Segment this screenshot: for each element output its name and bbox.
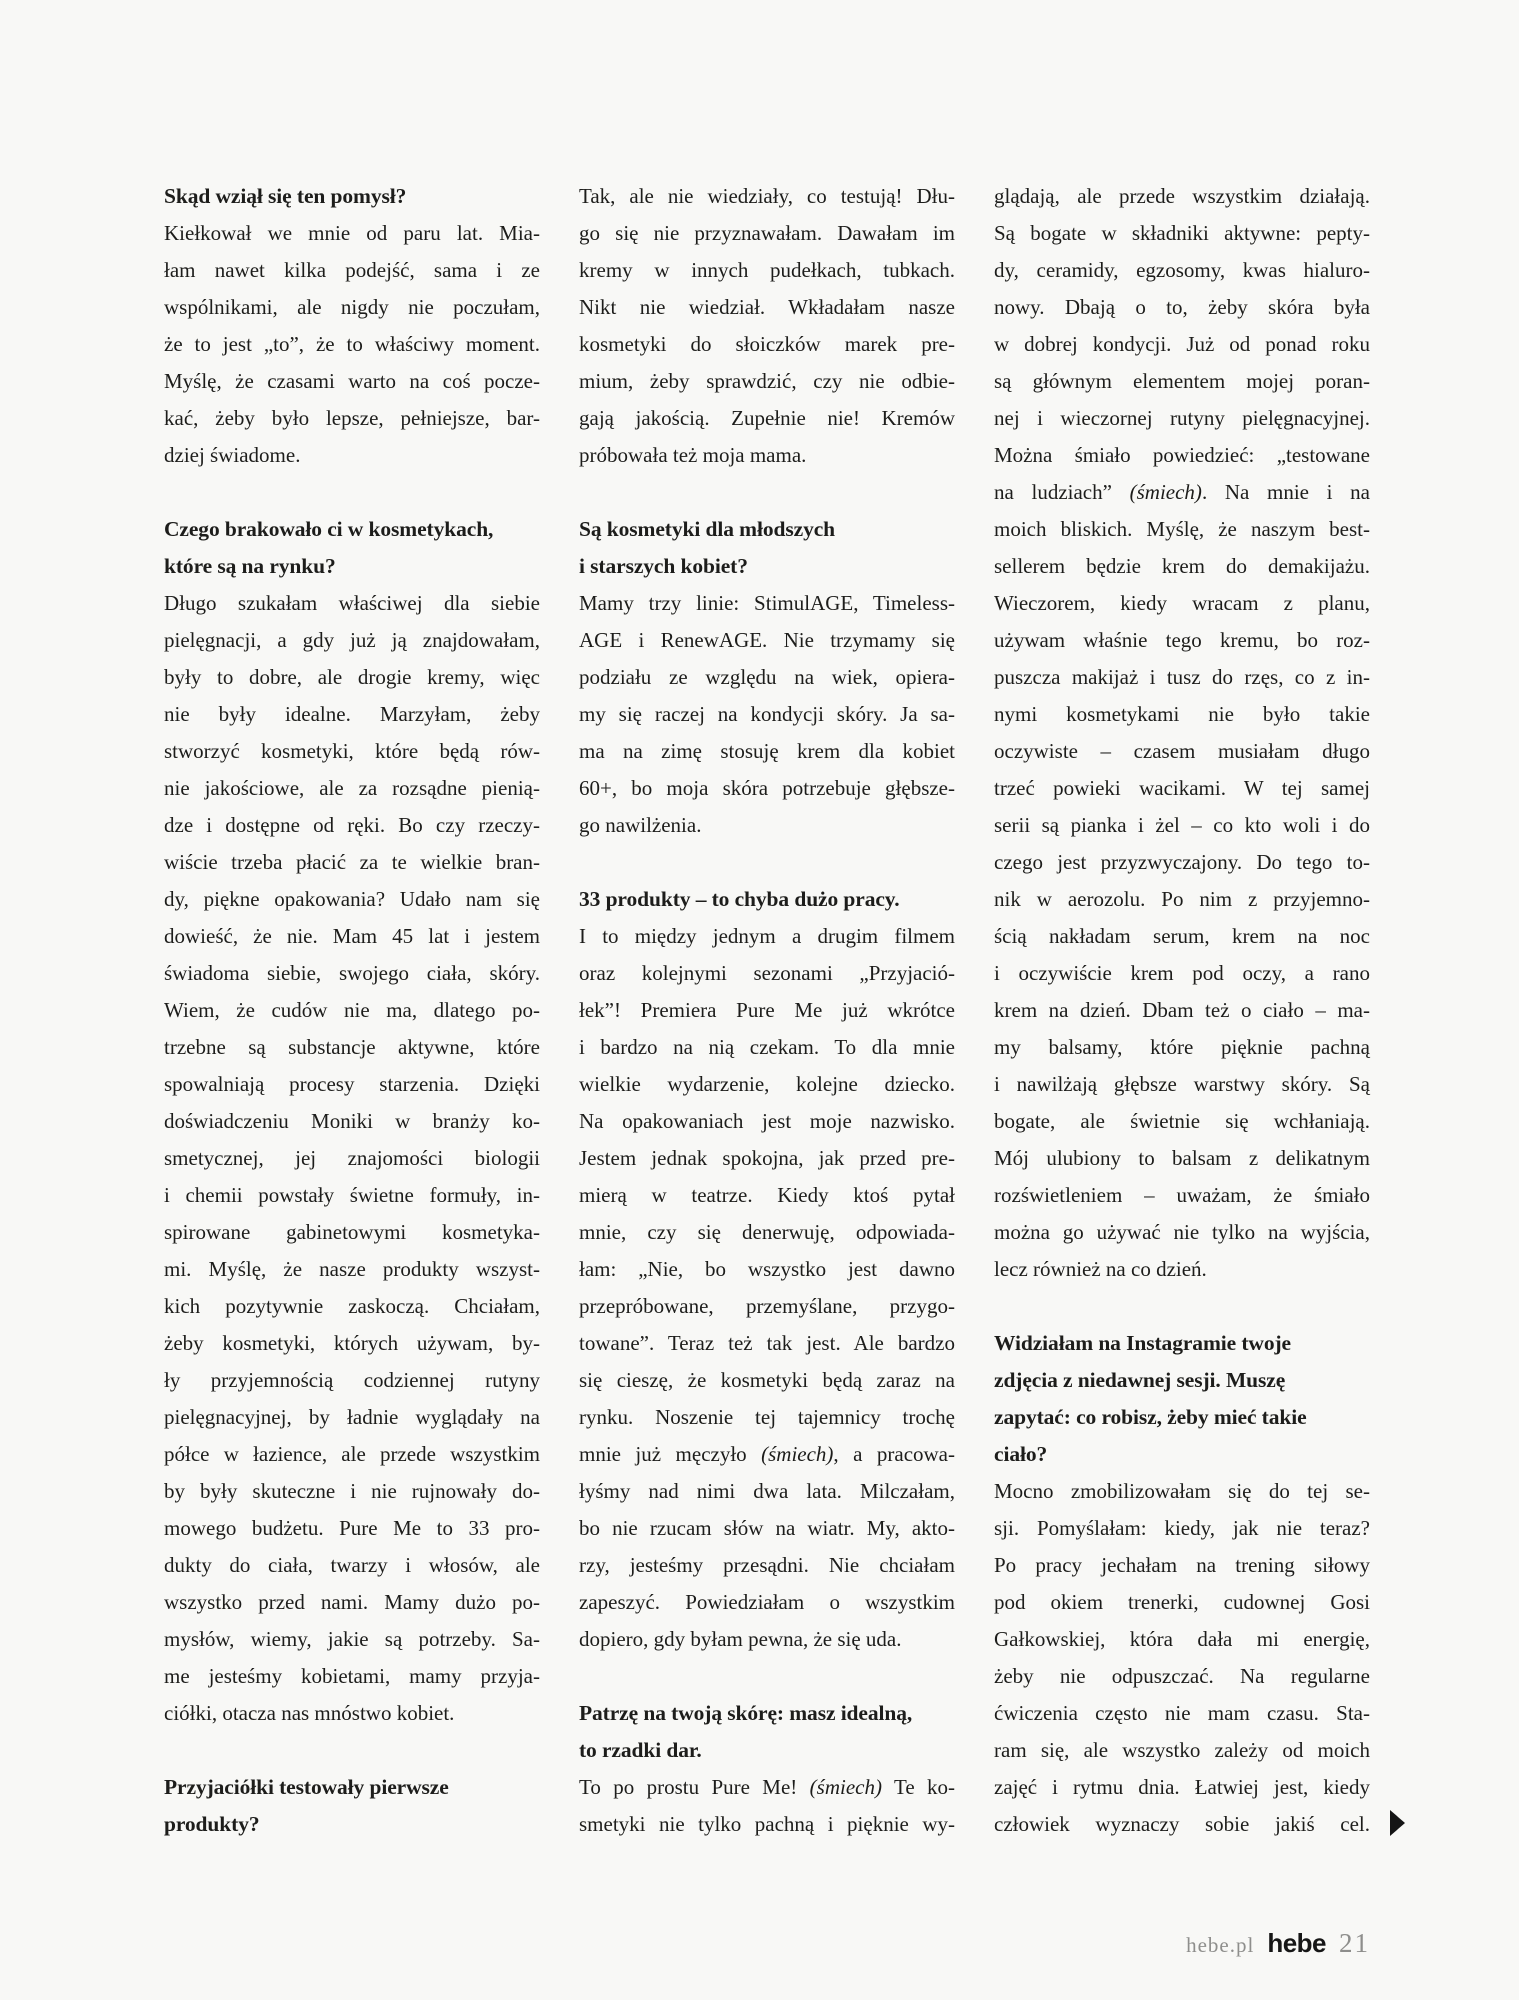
answer-line: w dobrej kondycji. Już od ponad roku bbox=[994, 332, 1370, 356]
answer-line: Wiem, że cudów nie ma, dlatego po- bbox=[164, 998, 540, 1022]
answer-line: przepróbowane, przemyślane, przygo- bbox=[579, 1294, 955, 1318]
answer-line: mierą w teatrze. Kiedy ktoś pytał bbox=[579, 1183, 955, 1207]
answer-line: rynku. Noszenie tej tajemnicy trochę bbox=[579, 1405, 955, 1429]
answer-line: łyśmy nad nimi dwa lata. Milczałam, bbox=[579, 1479, 955, 1503]
question-line: produkty? bbox=[164, 1812, 260, 1836]
answer-line: serii są pianka i żel – co kto woli i do bbox=[994, 813, 1370, 837]
next-page-arrow-icon bbox=[1390, 1810, 1405, 1836]
article-columns bbox=[164, 178, 1370, 1843]
question-line: które są na rynku? bbox=[164, 554, 336, 578]
answer-line: podziału ze względu na wiek, opiera- bbox=[579, 665, 955, 689]
answer-line: wielkie wydarzenie, kolejne dziecko. bbox=[579, 1072, 955, 1096]
answer-line: rozświetleniem – uważam, że śmiało bbox=[994, 1183, 1370, 1207]
question-line: Widziałam na Instagramie twoje bbox=[994, 1331, 1291, 1355]
question-line: Czego brakowało ci w kosmetykach, bbox=[164, 517, 494, 541]
question-line: 33 produkty – to chyba dużo pracy. bbox=[579, 887, 900, 911]
answer-line: są głównym elementem mojej poran- bbox=[994, 369, 1370, 393]
answer-line: puszcza makijaż i tusz do rzęs, co z in- bbox=[994, 665, 1370, 689]
answer-line-segment: Te ko- bbox=[881, 1775, 956, 1799]
question-line: ciało? bbox=[994, 1442, 1048, 1466]
answer-line-segment: (śmiech) bbox=[1129, 480, 1202, 504]
answer-line: nej i wieczornej rutyny pielęgnacyjnej. bbox=[994, 406, 1370, 430]
answer-line: Jestem jednak spokojna, jak przed pre- bbox=[579, 1146, 955, 1170]
answer-line: ram się, ale wszystko zależy od moich bbox=[994, 1738, 1370, 1762]
answer-line: pielęgnacyjnej, by ładnie wyglądały na bbox=[164, 1405, 540, 1429]
answer-line: kremy w innych pudełkach, tubkach. bbox=[579, 258, 955, 282]
answer-line: ścią nakładam serum, krem na noc bbox=[994, 924, 1370, 948]
answer-line: żeby nie odpuszczać. Na regularne bbox=[994, 1664, 1370, 1688]
answer-line: zajęć i rytmu dnia. Łatwiej jest, kiedy bbox=[994, 1775, 1370, 1799]
answer-line: Tak, ale nie wiedziały, co testują! Dłu- bbox=[579, 184, 955, 208]
answer-line: rzy, jesteśmy przesądni. Nie chciałam bbox=[579, 1553, 955, 1577]
answer-line: by były skuteczne i nie rujnowały do- bbox=[164, 1479, 540, 1503]
answer-line: świadoma siebie, swojego ciała, skóry. bbox=[164, 961, 540, 985]
answer-line: go nawilżenia. bbox=[579, 813, 702, 837]
answer-line: 60+, bo moja skóra potrzebuje głębsze- bbox=[579, 776, 955, 800]
answer-line: dowieść, że nie. Mam 45 lat i jestem bbox=[164, 924, 540, 948]
text-column-3 bbox=[994, 178, 1370, 1843]
answer-line: mi. Myślę, że nasze produkty wszyst- bbox=[164, 1257, 540, 1281]
answer-line: trzebne są substancje aktywne, które bbox=[164, 1035, 540, 1059]
answer-line: Nikt nie wiedział. Wkładałam nasze bbox=[579, 295, 955, 319]
answer-line: moich bliskich. Myślę, że naszym best- bbox=[994, 517, 1370, 541]
answer-line: spirowane gabinetowymi kosmetyka- bbox=[164, 1220, 540, 1244]
answer-line: doświadczeniu Moniki w branży ko- bbox=[164, 1109, 540, 1133]
interview-answer bbox=[164, 585, 540, 1732]
answer-line: ćwiczenia często nie mam czasu. Sta- bbox=[994, 1701, 1370, 1725]
answer-line: nymi kosmetykami nie było takie bbox=[994, 702, 1370, 726]
text-column-1 bbox=[164, 178, 540, 1843]
answer-line: kać, żeby było lepsze, pełniejsze, bar- bbox=[164, 406, 540, 430]
interview-question bbox=[164, 1769, 540, 1843]
answer-line: gają jakością. Zupełnie nie! Kremów bbox=[579, 406, 955, 430]
answer-line: dopiero, gdy byłam pewna, że się uda. bbox=[579, 1627, 902, 1651]
answer-line: człowiek wyznaczy sobie jakiś cel. bbox=[994, 1812, 1370, 1836]
answer-line: smetyki nie tylko pachną i pięknie wy- bbox=[579, 1812, 955, 1836]
answer-line: mysłów, wiemy, jakie są potrzeby. Sa- bbox=[164, 1627, 540, 1651]
answer-line: się cieszę, że kosmetyki będą zaraz na bbox=[579, 1368, 955, 1392]
answer-line: nie były idealne. Marzyłam, żeby bbox=[164, 702, 540, 726]
question-line: Skąd wziął się ten pomysł? bbox=[164, 184, 407, 208]
answer-line: i chemii powstały świetne formuły, in- bbox=[164, 1183, 540, 1207]
answer-line: wiście trzeba płacić za te wielkie bran- bbox=[164, 850, 540, 874]
answer-line: mium, żeby sprawdzić, czy nie odbie- bbox=[579, 369, 955, 393]
answer-line: ły przyjemnością codziennej rutyny bbox=[164, 1368, 540, 1392]
interview-question bbox=[579, 881, 955, 918]
answer-line: glądają, ale przede wszystkim działają. bbox=[994, 184, 1370, 208]
answer-line: można go używać nie tylko na wyjścia, bbox=[994, 1220, 1370, 1244]
answer-line: Gałkowskiej, która dała mi energię, bbox=[994, 1627, 1370, 1651]
question-line: i starszych kobiet? bbox=[579, 554, 748, 578]
answer-line: lecz również na co dzień. bbox=[994, 1257, 1207, 1281]
answer-line: ciółki, otacza nas mnóstwo kobiet. bbox=[164, 1701, 455, 1725]
question-line: zapytać: co robisz, żeby mieć takie bbox=[994, 1405, 1307, 1429]
answer-line-segment: na ludziach” bbox=[994, 480, 1130, 504]
answer-line-segment: , a pracowa- bbox=[833, 1442, 955, 1466]
answer-line: Mocno zmobilizowałam się do tej se- bbox=[994, 1479, 1370, 1503]
interview-question bbox=[579, 511, 955, 585]
answer-line: my się raczej na kondycji skóry. Ja sa- bbox=[579, 702, 955, 726]
answer-line-segment: (śmiech) bbox=[761, 1442, 834, 1466]
answer-line: bo nie rzucam słów na wiatr. My, akto- bbox=[579, 1516, 955, 1540]
answer-line: były to dobre, ale drogie kremy, więc bbox=[164, 665, 540, 689]
answer-line bbox=[994, 474, 1370, 511]
answer-line bbox=[579, 1436, 955, 1473]
answer-line: nowy. Dbają o to, żeby skóra była bbox=[994, 295, 1370, 319]
answer-line: sellerem będzie krem do demakijażu. bbox=[994, 554, 1370, 578]
answer-line: me jesteśmy kobietami, mamy przyja- bbox=[164, 1664, 540, 1688]
answer-line: mnie, czy się denerwuję, odpowiada- bbox=[579, 1220, 955, 1244]
hebe-logo: hebe bbox=[1267, 1928, 1326, 1958]
interview-question bbox=[994, 1325, 1370, 1473]
answer-line: pod okiem trenerki, cudownej Gosi bbox=[994, 1590, 1370, 1614]
answer-line-segment: To po prostu Pure Me! bbox=[579, 1775, 810, 1799]
answer-line: i oczywiście krem pod oczy, a rano bbox=[994, 961, 1370, 985]
answer-line: zapeszyć. Powiedziałam o wszystkim bbox=[579, 1590, 955, 1614]
answer-line: sji. Pomyślałam: kiedy, jak nie teraz? bbox=[994, 1516, 1370, 1540]
answer-line: żeby kosmetyki, których używam, by- bbox=[164, 1331, 540, 1355]
answer-line: towane”. Teraz też tak jest. Ale bardzo bbox=[579, 1331, 955, 1355]
answer-line: nie jakościowe, ale za rozsądne pienią- bbox=[164, 776, 540, 800]
answer-line: Są bogate w składniki aktywne: pepty- bbox=[994, 221, 1370, 245]
answer-line: dze i dostępne od ręki. Bo czy rzeczy- bbox=[164, 813, 540, 837]
interview-answer bbox=[994, 1473, 1370, 1843]
answer-line: dziej świadome. bbox=[164, 443, 301, 467]
answer-line: Na opakowaniach jest moje nazwisko. bbox=[579, 1109, 955, 1133]
answer-line: dukty do ciała, twarzy i włosów, ale bbox=[164, 1553, 540, 1577]
question-line: Patrzę na twoją skórę: masz idealną, bbox=[579, 1701, 913, 1725]
interview-question bbox=[164, 178, 540, 215]
answer-line: pielęgnacji, a gdy już ją znajdowałam, bbox=[164, 628, 540, 652]
answer-line: łam: „Nie, bo wszystko jest dawno bbox=[579, 1257, 955, 1281]
page-footer bbox=[1186, 1928, 1370, 1959]
text-column-2 bbox=[579, 178, 955, 1843]
answer-line: trzeć powieki wacikami. W tej samej bbox=[994, 776, 1370, 800]
answer-line: ma na zimę stosuję krem dla kobiet bbox=[579, 739, 955, 763]
question-line: Są kosmetyki dla młodszych bbox=[579, 517, 836, 541]
answer-line: Wieczorem, kiedy wracam z planu, bbox=[994, 591, 1370, 615]
answer-line-segment: . Na mnie i na bbox=[1201, 480, 1370, 504]
answer-line: dy, ceramidy, egzosomy, kwas hialuro- bbox=[994, 258, 1370, 282]
answer-line: Mój ulubiony to balsam z delikatnym bbox=[994, 1146, 1370, 1170]
answer-line: my balsamy, które pięknie pachną bbox=[994, 1035, 1370, 1059]
answer-line: i nawilżają głębsze warstwy skóry. Są bbox=[994, 1072, 1370, 1096]
answer-line: Kiełkował we mnie od paru lat. Mia- bbox=[164, 221, 540, 245]
interview-answer bbox=[994, 178, 1370, 1288]
answer-line-segment: (śmiech) bbox=[809, 1775, 882, 1799]
answer-line: krem na dzień. Dbam też o ciało – ma- bbox=[994, 998, 1370, 1022]
question-line: to rzadki dar. bbox=[579, 1738, 702, 1762]
answer-line: Można śmiało powiedzieć: „testowane bbox=[994, 443, 1370, 467]
answer-line: nik w aerozolu. Po nim z przyjemno- bbox=[994, 887, 1370, 911]
answer-line: mowego budżetu. Pure Me to 33 pro- bbox=[164, 1516, 540, 1540]
answer-line: oraz kolejnymi sezonami „Przyjació- bbox=[579, 961, 955, 985]
answer-line: bogate, ale świetnie się wchłaniają. bbox=[994, 1109, 1370, 1133]
answer-line bbox=[579, 1769, 955, 1806]
answer-line: kosmetyki do słoiczków marek pre- bbox=[579, 332, 955, 356]
answer-line: I to między jednym a drugim filmem bbox=[579, 924, 955, 948]
answer-line: spowalniają procesy starzenia. Dzięki bbox=[164, 1072, 540, 1096]
answer-line: Długo szukałam właściwej dla siebie bbox=[164, 591, 540, 615]
answer-line: używam właśnie tego kremu, bo roz- bbox=[994, 628, 1370, 652]
answer-line: smetycznej, jej znajomości biologii bbox=[164, 1146, 540, 1170]
interview-answer bbox=[579, 585, 955, 844]
answer-line: i bardzo na nią czekam. To dla mnie bbox=[579, 1035, 955, 1059]
answer-line: próbowała też moja mama. bbox=[579, 443, 807, 467]
interview-answer bbox=[579, 178, 955, 474]
footer-site-url: hebe.pl bbox=[1186, 1933, 1255, 1957]
interview-question bbox=[164, 511, 540, 585]
interview-question bbox=[579, 1695, 955, 1769]
interview-answer bbox=[579, 1769, 955, 1843]
answer-line: Po pracy jechałam na trening siłowy bbox=[994, 1553, 1370, 1577]
page-number: 21 bbox=[1339, 1928, 1370, 1958]
interview-answer bbox=[164, 215, 540, 474]
answer-line: oczywiste – czasem musiałam długo bbox=[994, 739, 1370, 763]
answer-line: wszystko przed nami. Mamy dużo po- bbox=[164, 1590, 540, 1614]
answer-line: łek”! Premiera Pure Me już wkrótce bbox=[579, 998, 955, 1022]
answer-line: wspólnikami, ale nigdy nie poczułam, bbox=[164, 295, 540, 319]
answer-line-segment: mnie już męczyło bbox=[579, 1442, 762, 1466]
interview-answer bbox=[579, 918, 955, 1658]
answer-line: kich pozytywnie zaskoczą. Chciałam, bbox=[164, 1294, 540, 1318]
answer-line: go się nie przyznawałam. Dawałam im bbox=[579, 221, 955, 245]
answer-line: łam nawet kilka podejść, sama i ze bbox=[164, 258, 540, 282]
answer-line: Mamy trzy linie: StimulAGE, Timeless- bbox=[579, 591, 955, 615]
answer-line: że to jest „to”, że to właściwy moment. bbox=[164, 332, 540, 356]
answer-line: AGE i RenewAGE. Nie trzymamy się bbox=[579, 628, 955, 652]
answer-line: stworzyć kosmetyki, które będą rów- bbox=[164, 739, 540, 763]
question-line: zdjęcia z niedawnej sesji. Muszę bbox=[994, 1368, 1286, 1392]
question-line: Przyjaciółki testowały pierwsze bbox=[164, 1775, 449, 1799]
answer-line: półce w łazience, ale przede wszystkim bbox=[164, 1442, 540, 1466]
answer-line: czego jest przyzwyczajony. Do tego to- bbox=[994, 850, 1370, 874]
answer-line: dy, piękne opakowania? Udało nam się bbox=[164, 887, 540, 911]
answer-line: Myślę, że czasami warto na coś pocze- bbox=[164, 369, 540, 393]
